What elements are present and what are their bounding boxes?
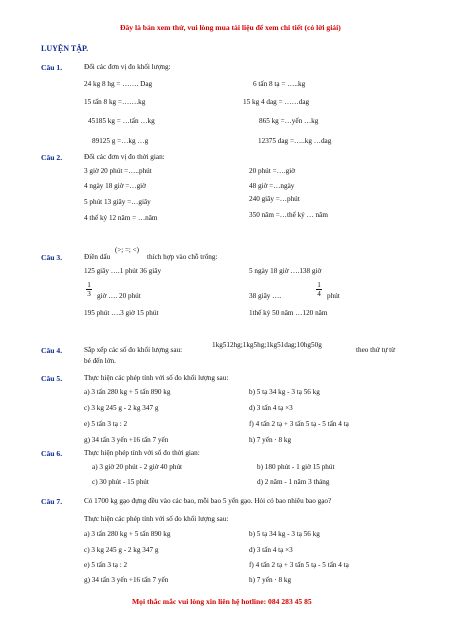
question-7-item: f) 4 tấn 2 tạ + 3 tấn 5 tạ - 5 tấn 4 tạ [249,561,349,569]
fraction-one-quarter [316,281,322,298]
question-3-item: 38 giây …. [249,292,282,300]
question-5-instruction: Thực hiện các phép tính với số đo khối lượng sau: [84,374,229,382]
question-1-item: 45185 kg = …tấn …kg [88,117,155,125]
question-3-item: 195 phút ….3 giờ 15 phút [84,309,159,317]
question-3-item: 125 giây ….1 phút 36 giây [84,267,162,275]
question-7-item: d) 3 tấn 4 tạ ×3 [249,546,293,554]
question-7-item: g) 34 tấn 3 yến +16 tấn 7 yến [84,576,169,584]
question-2-item: 3 giờ 20 phút =…..phút [84,167,152,175]
question-1-item: 12375 dag =…..kg …dag [258,137,332,145]
hotline-banner: Mọi thắc mắc vui lòng xin liên hệ hotline: 084 283 45 85 [132,597,312,606]
question-1-item: 89125 g =…kg …g [92,137,149,145]
question-2-item: 4 thế kỷ 12 năm = …năm [84,214,158,222]
question-1-item: 865 kg =…yến …kg [259,117,319,125]
question-6-item: b) 180 phút - 1 giờ 15 phút [257,463,335,471]
question-5-item: e) 5 tấn 3 tạ : 2 [84,420,128,428]
question-4-text: Sắp xếp các số đo khối lượng sau: [84,346,183,354]
fraction-denominator: 4 [317,290,321,298]
question-7-item: a) 3 tấn 280 kg + 5 tấn 890 kg [84,530,171,538]
fraction-denominator: 3 [87,290,91,298]
question-2-item: 20 phút =….giờ [249,167,295,175]
question-3-instruction: Điền dấu [84,253,111,261]
section-title: LUYỆN TẬP. [41,44,89,53]
question-4-label: Câu 4. [41,346,63,355]
comparison-symbols: (>; =; <) [115,246,139,254]
question-6-item: c) 30 phút - 15 phút [92,478,149,486]
question-7-item: e) 5 tấn 3 tạ : 2 [84,561,128,569]
question-4-text: bé đến lớn. [84,357,116,365]
question-4-text: theo thứ tự từ [356,346,396,354]
mass-values: 1kg512hg;1kg5hg;1kg51dag;10hg50g [212,341,322,349]
question-1-label: Câu 1. [41,63,63,72]
question-6-instruction: Thực hiện phép tính với số đo thời gian: [84,449,200,457]
question-5-item: a) 3 tấn 280 kg + 5 tấn 890 kg [84,388,171,396]
question-1-item: 15 kg 4 dag = ……dag [243,98,310,106]
question-1-item: 6 tấn 8 tạ = …..kg [253,80,306,88]
question-3-unit: phút [327,292,340,300]
question-2-item: 350 năm =…thế kỷ … năm [249,211,328,219]
question-2-item: 4 ngày 18 giờ =…giờ [84,182,146,190]
question-1-item: 24 kg 8 hg = ……. Dag [84,80,153,88]
fraction-numerator: 1 [317,281,321,289]
question-1-item: 15 tấn 8 kg =…….kg [84,98,146,106]
preview-banner: Đây là bản xem thử, vui lòng mua tài liệu để xem chi tiết (có lời giải) [120,23,341,32]
question-5-item: d) 3 tấn 4 tạ ×3 [249,404,293,412]
question-2-item: 48 giờ =…ngày [249,182,295,190]
question-7-text: Có 1700 kg gạo đựng đều vào các bao, mỗi bao 5 yến gạo. Hỏi có bao nhiêu bao gạo? [84,497,332,505]
question-5-item: g) 34 tấn 3 yến +16 tấn 7 yến [84,436,169,444]
question-5-item: b) 5 tạ 34 kg - 3 tạ 56 kg [249,388,320,396]
question-6-item: a) 3 giờ 20 phút - 2 giờ 40 phút [92,463,183,471]
question-6-item: d) 2 năm - 1 năm 3 tháng [257,478,330,486]
question-7-item: h) 7 yến · 8 kg [249,576,292,584]
question-3-item: 5 ngày 18 giờ ….138 giờ [249,267,322,275]
question-6-label: Câu 6. [41,449,63,458]
question-2-item: 240 giây =…phút [249,195,300,203]
question-5-item: f) 4 tấn 2 tạ + 3 tấn 5 tạ - 5 tấn 4 tạ [249,420,349,428]
question-3-item: 1thế kỷ 50 năm …120 năm [249,309,328,317]
question-3-label: Câu 3. [41,253,63,262]
fraction-one-third [86,281,92,298]
question-5-item: h) 7 yến · 8 kg [249,436,292,444]
question-2-instruction: Đổi các đơn vị đo thời gian: [84,153,165,161]
question-7-item: b) 5 tạ 34 kg - 3 tạ 56 kg [249,530,320,538]
question-5-label: Câu 5. [41,374,63,383]
question-3-instruction: thích hợp vào chỗ trống: [147,253,218,261]
fraction-numerator: 1 [87,281,91,289]
question-3-item: giờ …. 20 phút [97,292,141,300]
question-5-item: c) 3 kg 245 g - 2 kg 347 g [84,404,159,412]
question-7-label: Câu 7. [41,497,63,506]
question-7-instruction: Thực hiện các phép tính với số đo khối lượng sau: [84,515,229,523]
question-2-item: 5 phút 13 giây =…giây [84,198,151,206]
question-2-label: Câu 2. [41,153,63,162]
question-1-instruction: Đổi các đơn vị đo khối lượng: [84,63,171,71]
question-7-item: c) 3 kg 245 g - 2 kg 347 g [84,546,159,554]
